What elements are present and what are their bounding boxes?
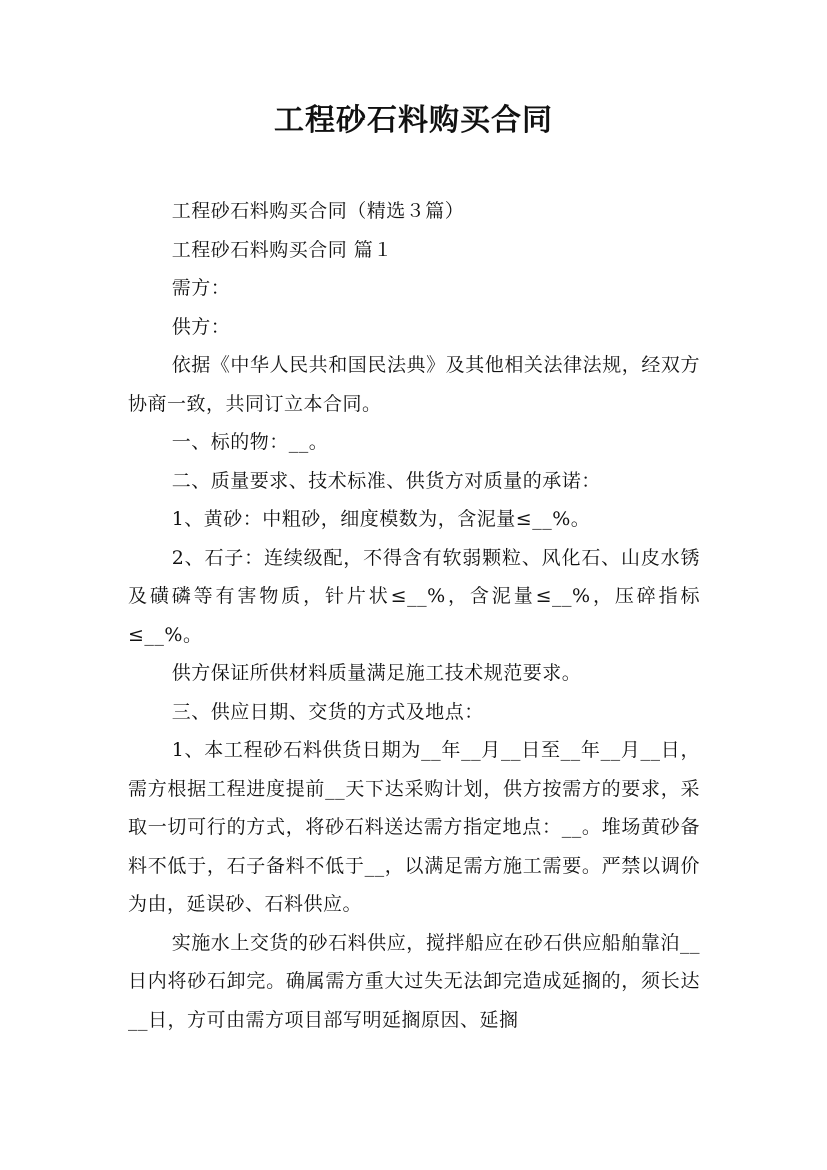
paragraph-delivery-date: 1、本工程砂石料供货日期为__年__月__日至__年__月__日，需方根据工程进度提前__天下达采购计划，供方按需方的要求，采取一切可行的方式，将砂石料送达需方指定地点：__。堆场黄砂备料不低于，石子备料不低于__，以满足需方施工需要。严禁以调价为由，延误砂、石料供应。: [128, 739, 700, 915]
paragraph-water-delivery: 实施水上交货的砂石料供应，搅拌船应在砂石供应船舶靠泊__日内将砂石卸完。确属需方重大过失无法卸完造成延搁的，须长达__日，方可由需方项目部写明延搁原因、延搁: [128, 931, 700, 1031]
paragraph-sand: 1、黄砂：中粗砂，细度模数为，含泥量≤__%。: [171, 508, 591, 530]
document-body: [128, 192, 700, 1039]
paragraph-clause-3: 三、供应日期、交货的方式及地点：: [171, 700, 484, 723]
paragraph-section-title: 工程砂石料购买合同 篇１: [171, 238, 393, 261]
paragraph-clause-1: 一、标的物：__。: [171, 431, 329, 453]
paragraph-heading: 工程砂石料购买合同（精选３篇）: [171, 200, 465, 222]
paragraph-buyer: 需方：: [171, 277, 231, 299]
document-title: 工程砂石料购买合同: [274, 103, 553, 138]
paragraph-basis: 依据《中华人民共和国民法典》及其他相关法律法规，经双方协商一致，共同订立本合同。: [128, 354, 700, 415]
paragraph-clause-2: 二、质量要求、技术标准、供货方对质量的承诺：: [171, 469, 601, 492]
paragraph-supplier: 供方：: [171, 315, 231, 338]
paragraph-gravel: 2、石子：连续级配，不得含有软弱颗粒、风化石、山皮水锈及磺磷等有害物质，针片状≤__%，含泥量≤__%，压碎指标≤__%。: [128, 546, 700, 646]
paragraph-guarantee: 供方保证所供材料质量满足施工技术规范要求。: [171, 662, 582, 684]
